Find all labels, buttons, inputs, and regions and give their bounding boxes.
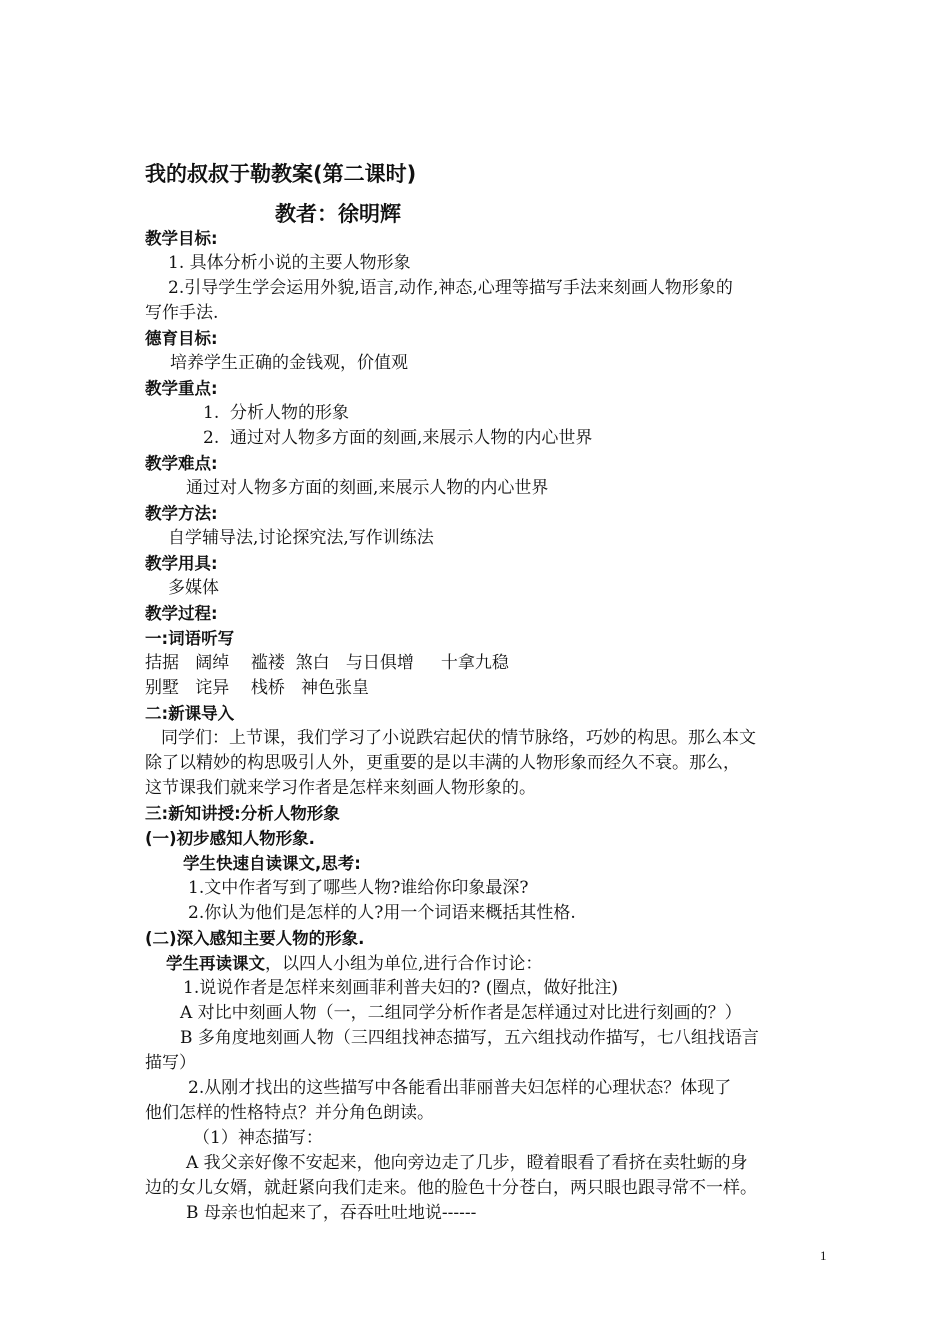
quote-paragraph: 边的女儿女婿，就赶紧向我们走来。他的脸色十分苍白，两只眼也跟寻常不一样。 (145, 1178, 757, 1198)
page-number: 1 (820, 1248, 827, 1263)
part2-question: 1.说说作者是怎样来刻画菲利普夫妇的? (圈点，做好批注) (183, 978, 619, 998)
part2-task-rest: ，以四人小组为单位,进行合作讨论： (265, 954, 543, 974)
key-heading: 教学重点: (145, 379, 218, 398)
tools-item: 多媒体 (168, 578, 219, 598)
part1-heading: (一)初步感知人物形象. (145, 829, 315, 848)
goal-item: 1. 具体分析小说的主要人物形象 (168, 253, 411, 273)
goal-item-continued: 写作手法. (145, 303, 219, 323)
process-heading: 教学过程: (145, 604, 218, 623)
author-line: 教者：徐明辉 (275, 202, 401, 226)
part1-task: 学生快速自读课文,思考: (183, 854, 361, 873)
moral-heading: 德育目标: (145, 329, 218, 348)
part2-heading: (二)深入感知主要人物的形象. (145, 929, 365, 948)
part2-subitem-continued: 描写） (145, 1053, 196, 1073)
quote-paragraph: B 母亲也怕起来了，吞吞吐吐地说------ (186, 1203, 477, 1223)
difficult-item: 通过对人物多方面的刻画,来展示人物的内心世界 (186, 478, 549, 498)
vocabulary-line: 别墅 诧异 栈桥 神色张皇 (145, 678, 370, 698)
expression-heading: （1）神态描写： (193, 1128, 323, 1148)
intro-paragraph: 除了以精妙的构思吸引人外，更重要的是以丰满的人物形象而经久不衰。那么， (145, 753, 740, 773)
document-title: 我的叔叔于勒教案(第二课时) (145, 162, 417, 186)
part2-subitem: A 对比中刻画人物（一，二组同学分析作者是怎样通过对比进行刻画的？） (180, 1003, 742, 1023)
intro-paragraph: 这节课我们就来学习作者是怎样来刻画人物形象的。 (145, 778, 536, 798)
part2-subitem: B 多角度地刻画人物（三四组找神态描写，五六组找动作描写，七八组找语言 (180, 1028, 759, 1048)
step1-heading: 一:词语听写 (145, 629, 235, 648)
method-item: 自学辅导法,讨论探究法,写作训练法 (168, 528, 434, 548)
part2-question: 2.从刚才找出的这些描写中各能看出菲丽普夫妇怎样的心理状态？体现了 (188, 1078, 732, 1098)
quote-paragraph: A 我父亲好像不安起来，他向旁边走了几步，瞪着眼看了看挤在卖牡蛎的身 (186, 1153, 748, 1173)
part2-question-continued: 他们怎样的性格特点？并分角色朗读。 (145, 1103, 434, 1123)
moral-item: 培养学生正确的金钱观，价值观 (170, 353, 408, 373)
method-heading: 教学方法: (145, 504, 218, 523)
intro-paragraph: 同学们：上节课，我们学习了小说跌宕起伏的情节脉络，巧妙的构思。那么本文 (161, 728, 756, 748)
part2-task-bold: 学生再读课文 (166, 954, 265, 973)
part2-task (166, 951, 542, 977)
part1-question: 2.你认为他们是怎样的人?用一个词语来概括其性格. (188, 903, 576, 923)
step2-heading: 二:新课导入 (145, 704, 235, 723)
key-item: 2. 通过对人物多方面的刻画,来展示人物的内心世界 (203, 428, 593, 448)
step3-heading: 三:新知讲授:分析人物形象 (145, 804, 340, 823)
goals-heading: 教学目标: (145, 229, 218, 248)
part1-question: 1.文中作者写到了哪些人物?谁给你印象最深? (188, 878, 529, 898)
difficult-heading: 教学难点: (145, 454, 218, 473)
tools-heading: 教学用具: (145, 554, 218, 573)
vocabulary-line: 拮据 阔绰 褴褛 煞白 与日俱增 十拿九稳 (145, 653, 509, 673)
key-item: 1. 分析人物的形象 (203, 403, 350, 423)
goal-item: 2.引导学生学会运用外貌,语言,动作,神态,心理等描写手法来刻画人物形象的 (168, 278, 733, 298)
